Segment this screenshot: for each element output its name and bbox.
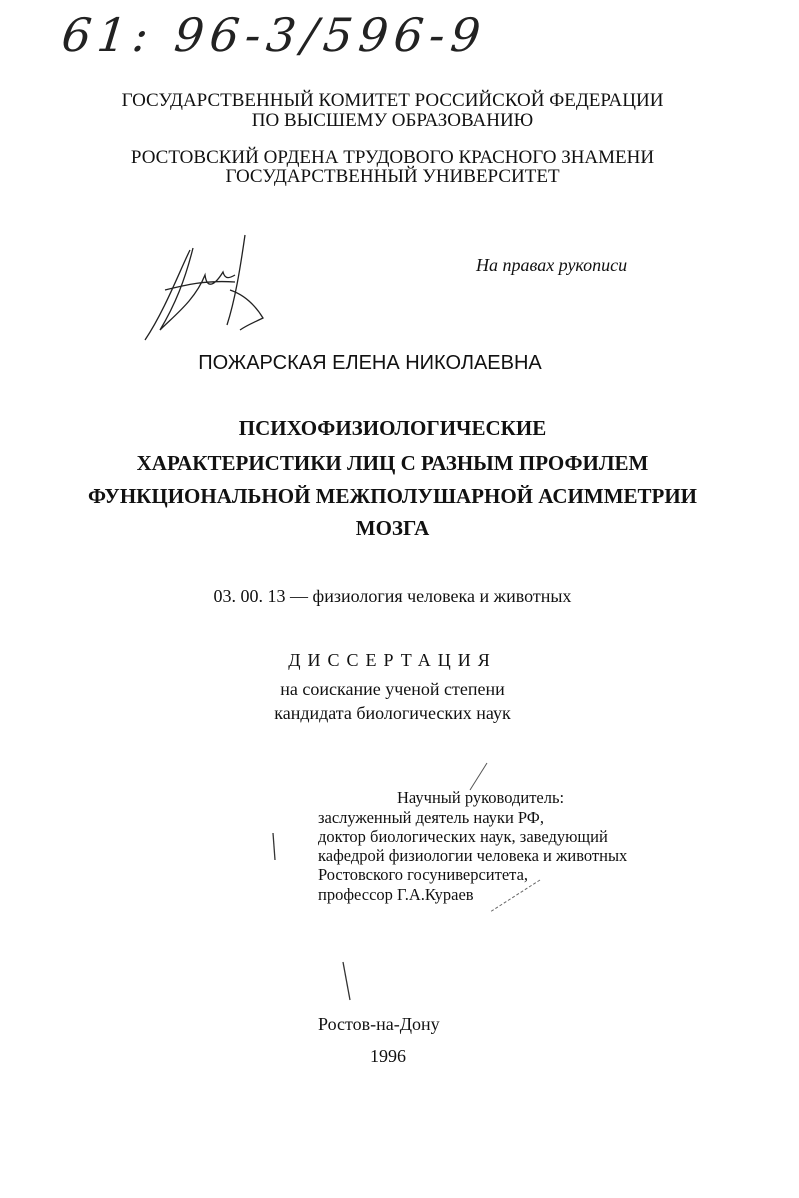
manuscript-rights-note: На правах рукописи bbox=[476, 255, 628, 275]
author-name: ПОЖАРСКАЯ ЕЛЕНА НИКОЛАЕВНА bbox=[198, 352, 542, 374]
degree-line-2: кандидата биологических наук bbox=[274, 703, 511, 723]
committee-line-1: ГОСУДАРСТВЕННЫЙ КОМИТЕТ РОССИЙСКОЙ ФЕДЕРАЦИИ bbox=[121, 90, 664, 111]
city: Ростов-на-Дону bbox=[318, 1014, 440, 1034]
advisor-heading: Научный руководитель: bbox=[397, 788, 565, 807]
advisor-line-2: доктор биологических наук, заведующий bbox=[318, 827, 608, 846]
advisor-line-4: Ростовского госуниверситета, bbox=[318, 865, 529, 884]
specialty-code: 03. 00. 13 — физиология человека и животных bbox=[213, 586, 572, 606]
advisor-line-1: заслуженный деятель науки РФ, bbox=[318, 808, 544, 827]
year: 1996 bbox=[370, 1046, 406, 1066]
title-line-1: ПСИХОФИЗИОЛОГИЧЕСКИЕ bbox=[238, 416, 547, 440]
advisor-line-5: профессор Г.А.Кураев bbox=[318, 885, 474, 904]
university-line-1: РОСТОВСКИЙ ОРДЕНА ТРУДОВОГО КРАСНОГО ЗНАМЕНИ bbox=[130, 147, 655, 168]
advisor-line-3: кафедрой физиологии человека и животных bbox=[318, 846, 628, 865]
title-line-3: ФУНКЦИОНАЛЬНОЙ МЕЖПОЛУШАРНОЙ АСИММЕТРИИ bbox=[87, 484, 698, 508]
title-line-2: ХАРАКТЕРИСТИКИ ЛИЦ С РАЗНЫМ ПРОФИЛЕМ bbox=[136, 451, 649, 475]
committee-line-2: ПО ВЫСШЕМУ ОБРАЗОВАНИЮ bbox=[251, 110, 534, 131]
title-line-4: МОЗГА bbox=[355, 516, 430, 540]
degree-line-1: на соискание ученой степени bbox=[280, 679, 505, 699]
document-type: ДИССЕРТАЦИЯ bbox=[288, 650, 497, 670]
university-line-2: ГОСУДАРСТВЕННЫЙ УНИВЕРСИТЕТ bbox=[225, 166, 560, 187]
handwritten-archive-code: 61: 96-3/596-9 bbox=[59, 8, 489, 62]
